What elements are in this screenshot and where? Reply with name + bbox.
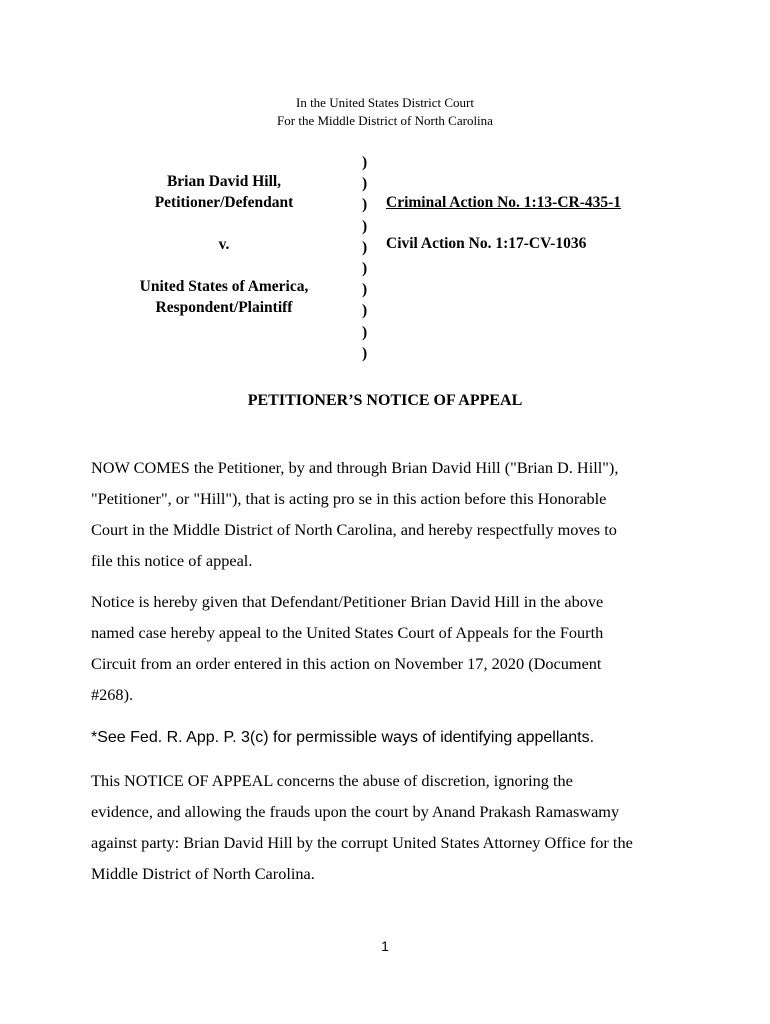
civil-action-number: Civil Action No. 1:17-CV-1036 xyxy=(386,235,587,252)
paragraph-line: named case hereby appeal to the United States Court of Appeals for the Fourth xyxy=(91,623,604,642)
party1-role: Petitioner/Defendant xyxy=(154,194,294,211)
paragraph-line: This NOTICE OF APPEAL concerns the abuse of discretion, ignoring the xyxy=(91,771,573,790)
versus-label: v. xyxy=(218,236,230,253)
court-name-line-1: In the United States District Court xyxy=(295,95,474,110)
paragraph-concerns xyxy=(91,765,691,889)
paren: ) xyxy=(362,238,368,256)
caption-parentheses xyxy=(362,152,367,364)
criminal-action-number: Criminal Action No. 1:13-CR-435-1 xyxy=(386,194,622,211)
paragraph-line: Middle District of North Carolina. xyxy=(91,864,315,883)
paragraph-now-comes xyxy=(91,452,691,576)
party2-role: Respondent/Plaintiff xyxy=(155,299,293,316)
paren: ) xyxy=(362,302,368,320)
paragraph-line: Court in the Middle District of North Carolina, and hereby respectfully moves to xyxy=(91,520,617,539)
paragraph-line: NOW COMES the Petitioner, by and through Brian David Hill ("Brian D. Hill"), xyxy=(91,458,619,477)
party2-name: United States of America, xyxy=(139,278,309,295)
paren: ) xyxy=(362,344,368,362)
paren: ) xyxy=(362,217,368,235)
party1-name: Brian David Hill, xyxy=(166,173,282,190)
page-number: 1 xyxy=(381,938,389,954)
paren: ) xyxy=(362,196,368,214)
paragraph-line: #268). xyxy=(91,685,134,704)
paragraph-line: "Petitioner", or "Hill"), that is acting pro se in this action before this Honorable xyxy=(91,489,607,508)
paren: ) xyxy=(362,281,368,299)
document-title: PETITIONER’S NOTICE OF APPEAL xyxy=(247,392,523,409)
paragraph-line: against party: Brian David Hill by the corrupt United States Attorney Office for the xyxy=(91,833,633,852)
appellants-footnote: *See Fed. R. App. P. 3(c) for permissible ways of identifying appellants. xyxy=(91,729,595,746)
paren: ) xyxy=(362,154,368,171)
paren: ) xyxy=(362,323,368,341)
paren: ) xyxy=(362,259,368,277)
paragraph-line: file this notice of appeal. xyxy=(91,551,253,570)
paragraph-line: evidence, and allowing the frauds upon the court by Anand Prakash Ramaswamy xyxy=(91,802,620,821)
paragraph-notice-given xyxy=(91,586,691,710)
paren: ) xyxy=(362,175,368,193)
paragraph-line: Circuit from an order entered in this action on November 17, 2020 (Document xyxy=(91,654,602,673)
paragraph-line: Notice is hereby given that Defendant/Petitioner Brian David Hill in the above xyxy=(91,592,604,611)
court-name-line-2: For the Middle District of North Carolina xyxy=(277,113,493,128)
